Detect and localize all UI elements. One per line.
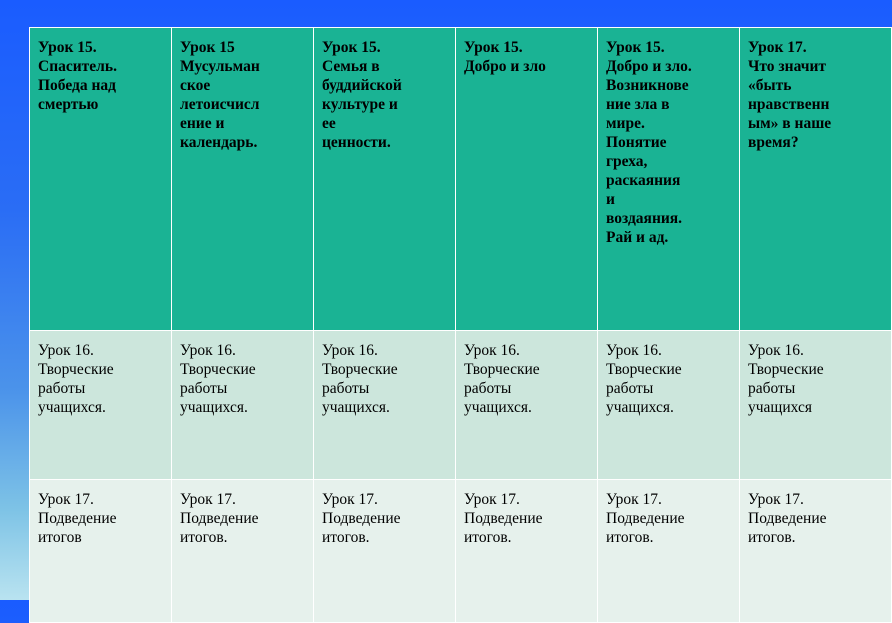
cell-text-line: мире. xyxy=(606,115,645,132)
cell-text-line: Подведение xyxy=(180,510,259,527)
cell-text-line: работы xyxy=(180,380,228,397)
table-cell xyxy=(314,331,456,480)
cell-text-line: Урок 15. xyxy=(38,39,97,56)
cell-text-line: Урок 17. xyxy=(38,491,94,508)
table-cell xyxy=(30,331,172,480)
cell-text-line: и xyxy=(606,191,615,208)
table-row-lesson-16 xyxy=(30,331,892,480)
cell-text-line: Семья в xyxy=(322,58,380,75)
table-cell xyxy=(172,480,314,623)
cell-text-line: итогов. xyxy=(748,529,796,546)
cell-text-line: Урок 16. xyxy=(464,342,520,359)
cell-text-line: итогов. xyxy=(180,529,228,546)
cell-text-line: «быть xyxy=(748,77,792,94)
cell-text-line: итогов. xyxy=(322,529,370,546)
cell-text-line: Понятие xyxy=(606,134,667,151)
cell-text-line: воздаяния. xyxy=(606,210,683,227)
cell-text-line: учащихся xyxy=(748,399,812,416)
cell-text-line: летоисчисл xyxy=(180,96,260,113)
cell-text-line: работы xyxy=(464,380,512,397)
cell-text-line: Урок 16. xyxy=(38,342,94,359)
cell-text-line: Урок 17. xyxy=(464,491,520,508)
cell-text-line: работы xyxy=(748,380,796,397)
cell-text-line: Урок 17. xyxy=(748,39,807,56)
cell-text-line: Урок 15. xyxy=(322,39,381,56)
table-cell xyxy=(598,28,740,331)
cell-text-line: Творческие xyxy=(464,361,540,378)
cell-text-line: Творческие xyxy=(180,361,256,378)
cell-text-line: учащихся. xyxy=(464,399,532,416)
cell-text-line: Мусульман xyxy=(180,58,260,75)
table-cell xyxy=(172,331,314,480)
cell-text-line: Творческие xyxy=(748,361,824,378)
cell-text-line: ение и xyxy=(180,115,225,132)
cell-text-line: культуре и xyxy=(322,96,398,113)
cell-text-line: учащихся. xyxy=(38,399,106,416)
cell-text-line: Урок 17. xyxy=(322,491,378,508)
cell-text-line: Добро и зло xyxy=(464,58,546,75)
cell-text-line: нравственн xyxy=(748,96,830,113)
cell-text-line: буддийской xyxy=(322,77,402,94)
cell-text-line: учащихся. xyxy=(606,399,674,416)
cell-text-line: ее xyxy=(322,115,336,132)
table-cell xyxy=(314,28,456,331)
cell-text-line: греха, xyxy=(606,153,648,170)
table-cell xyxy=(314,480,456,623)
cell-text-line: раскаяния xyxy=(606,172,681,189)
cell-text-line: Урок 15 xyxy=(180,39,235,56)
cell-text-line: Что значит xyxy=(748,58,826,75)
table-row-lesson-15 xyxy=(30,28,892,331)
cell-text-line: ым» в наше xyxy=(748,115,832,132)
cell-text-line: учащихся. xyxy=(180,399,248,416)
cell-text-line: Урок 15. xyxy=(606,39,665,56)
table-cell xyxy=(740,331,892,480)
cell-text-line: Подведение xyxy=(464,510,543,527)
cell-text-line: время? xyxy=(748,134,799,151)
cell-text-line: Добро и зло. xyxy=(606,58,692,75)
table-cell xyxy=(456,28,598,331)
cell-text-line: Творческие xyxy=(322,361,398,378)
lesson-schedule-table xyxy=(29,27,892,623)
cell-text-line: ние зла в xyxy=(606,96,670,113)
cell-text-line: Спаситель. xyxy=(38,58,117,75)
cell-text-line: работы xyxy=(606,380,654,397)
table-cell xyxy=(598,480,740,623)
cell-text-line: Подведение xyxy=(38,510,117,527)
cell-text-line: Урок 17. xyxy=(606,491,662,508)
cell-text-line: Урок 16. xyxy=(322,342,378,359)
table-cell xyxy=(598,331,740,480)
cell-text-line: Урок 17. xyxy=(748,491,804,508)
cell-text-line: итогов. xyxy=(606,529,654,546)
cell-text-line: работы xyxy=(38,380,86,397)
table-cell xyxy=(30,480,172,623)
table-cell xyxy=(456,331,598,480)
table-cell xyxy=(740,480,892,623)
cell-text-line: Подведение xyxy=(748,510,827,527)
cell-text-line: ценности. xyxy=(322,134,391,151)
cell-text-line: Урок 16. xyxy=(180,342,236,359)
cell-text-line: календарь. xyxy=(180,134,258,151)
cell-text-line: смертью xyxy=(38,96,99,113)
cell-text-line: Рай и ад. xyxy=(606,229,669,246)
cell-text-line: Творческие xyxy=(38,361,114,378)
table-cell xyxy=(172,28,314,331)
cell-text-line: работы xyxy=(322,380,370,397)
cell-text-line: итогов. xyxy=(464,529,512,546)
cell-text-line: Урок 16. xyxy=(606,342,662,359)
cell-text-line: ское xyxy=(180,77,211,94)
cell-text-line: Подведение xyxy=(322,510,401,527)
cell-text-line: Подведение xyxy=(606,510,685,527)
cell-text-line: Урок 15. xyxy=(464,39,523,56)
cell-text-line: Победа над xyxy=(38,77,117,94)
cell-text-line: учащихся. xyxy=(322,399,390,416)
table-cell xyxy=(30,28,172,331)
cell-text-line: Возникнове xyxy=(606,77,689,94)
table-row-lesson-17 xyxy=(30,480,892,623)
cell-text-line: Творческие xyxy=(606,361,682,378)
table-cell xyxy=(740,28,892,331)
table-cell xyxy=(456,480,598,623)
cell-text-line: итогов xyxy=(38,529,82,546)
cell-text-line: Урок 16. xyxy=(748,342,804,359)
cell-text-line: Урок 17. xyxy=(180,491,236,508)
